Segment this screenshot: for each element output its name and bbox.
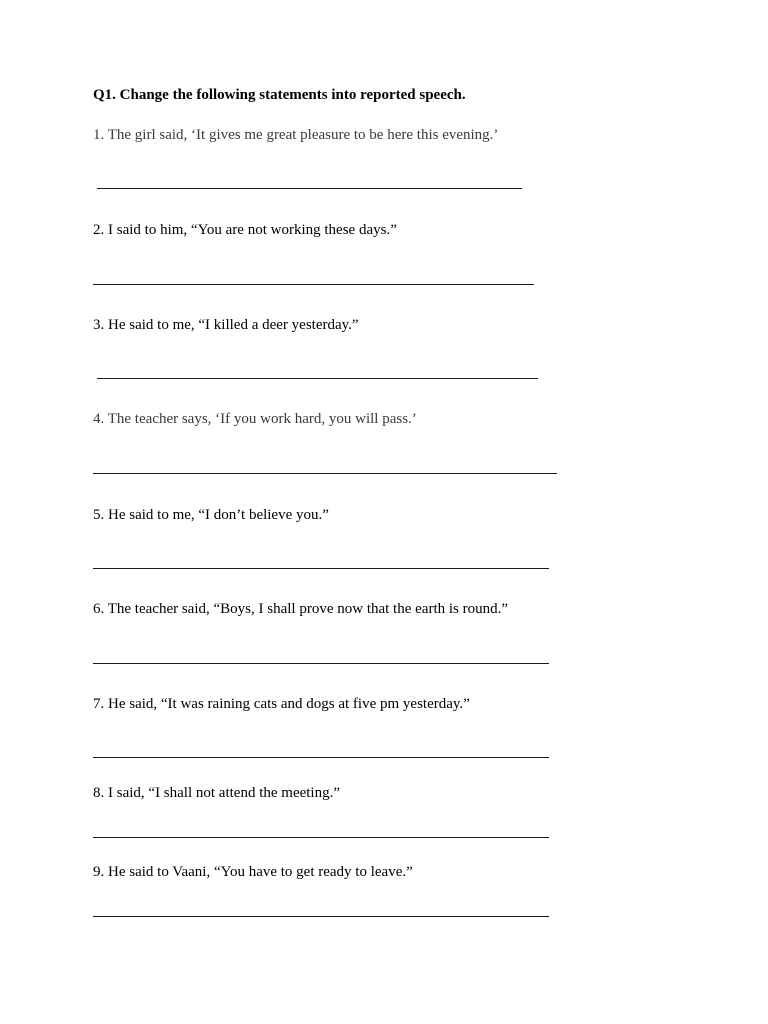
answer-line-8 (93, 837, 549, 838)
answer-line-4 (93, 473, 557, 474)
question-3: 3. He said to me, “I killed a deer yesterday.” (93, 317, 359, 333)
answer-line-2 (93, 284, 534, 285)
answer-line-9 (93, 916, 549, 917)
question-5: 5. He said to me, “I don’t believe you.” (93, 507, 329, 523)
question-8: 8. I said, “I shall not attend the meeting.” (93, 785, 341, 801)
question-1: 1. The girl said, ‘It gives me great pleasure to be here this evening.’ (93, 127, 499, 143)
answer-line-1 (97, 188, 522, 189)
answer-line-6 (93, 663, 549, 664)
worksheet-heading: Q1. Change the following statements into reported speech. (93, 87, 466, 103)
answer-line-5 (93, 568, 549, 569)
answer-line-7 (93, 757, 549, 758)
answer-line-3 (97, 378, 538, 379)
question-7: 7. He said, “It was raining cats and dogs at five pm yesterday.” (93, 696, 470, 712)
question-6: 6. The teacher said, “Boys, I shall prove now that the earth is round.” (93, 601, 509, 617)
question-2: 2. I said to him, “You are not working these days.” (93, 222, 397, 238)
question-9: 9. He said to Vaani, “You have to get ready to leave.” (93, 864, 413, 880)
question-4: 4. The teacher says, ‘If you work hard, you will pass.’ (93, 411, 417, 427)
